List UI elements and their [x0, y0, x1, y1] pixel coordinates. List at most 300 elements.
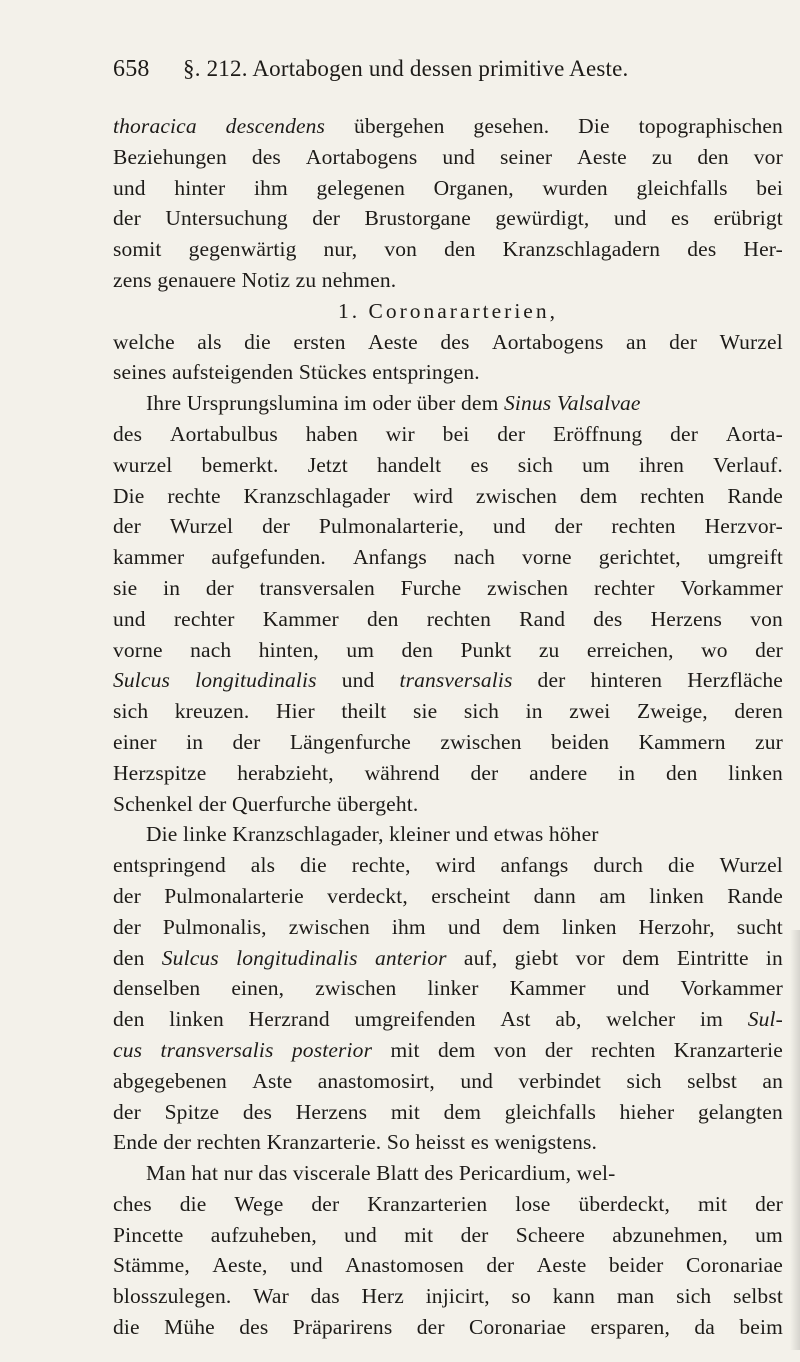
- word: Herzens: [295, 1099, 368, 1124]
- text-line: [113, 542, 783, 573]
- text-line: [113, 573, 783, 604]
- text-line: [113, 1097, 783, 1128]
- word: ihm: [253, 175, 288, 200]
- text-line: [113, 388, 783, 419]
- word: der: [537, 668, 566, 693]
- word: Aortabogens: [492, 329, 604, 354]
- word: bei: [442, 421, 470, 446]
- word: Kammern: [638, 729, 726, 754]
- word: aufgefunden.: [211, 545, 326, 570]
- word: entspringend: [113, 853, 226, 878]
- word: sucht: [736, 914, 783, 939]
- word: rechter: [593, 575, 655, 600]
- word: Pulmonalarterie,: [318, 514, 464, 539]
- word: der: [113, 883, 141, 908]
- word: der: [113, 514, 141, 539]
- word: deren: [734, 699, 783, 724]
- word: und: [344, 1222, 377, 1247]
- word: sich: [517, 452, 554, 477]
- word: nach: [190, 637, 232, 662]
- body-text: [113, 111, 783, 1343]
- word: anastomosirt,: [317, 1068, 435, 1093]
- word: sich: [676, 1284, 712, 1309]
- word: Vorkammer: [680, 976, 783, 1001]
- word: in: [525, 699, 543, 724]
- word: Spitze: [164, 1099, 220, 1124]
- word: vorne: [522, 545, 572, 570]
- word: ab,: [555, 1007, 582, 1032]
- word: Beziehungen: [113, 144, 227, 169]
- word: zwischen: [475, 483, 558, 508]
- word: Mühe: [164, 1315, 215, 1340]
- text-line: [113, 1189, 783, 1220]
- word: nach: [453, 545, 496, 570]
- word: Verlauf.: [713, 452, 783, 477]
- word: topographischen: [638, 114, 783, 138]
- word: andere: [529, 760, 588, 785]
- word: um: [346, 637, 375, 662]
- word: von: [384, 237, 418, 262]
- word: und: [341, 668, 375, 693]
- word: als: [197, 329, 222, 354]
- word: von: [750, 606, 783, 631]
- word: linken: [649, 883, 704, 908]
- word: der: [205, 575, 234, 600]
- page-number: 658: [113, 56, 150, 82]
- word: der: [113, 914, 141, 939]
- word: so: [511, 1284, 531, 1309]
- word: Pulmonalarterie: [164, 883, 304, 908]
- word: gesehen.: [473, 114, 550, 138]
- word: Präparirens: [292, 1315, 393, 1340]
- text-line: [113, 357, 783, 388]
- word: aufzuheben,: [210, 1222, 317, 1247]
- text-line: [113, 696, 783, 727]
- word: in: [618, 760, 636, 785]
- word: welcher: [606, 1007, 676, 1032]
- word: Herzohr,: [638, 914, 715, 939]
- text-line: [113, 727, 783, 758]
- word: zu: [538, 637, 560, 662]
- word: Wurzel: [719, 329, 783, 354]
- text-line: [113, 203, 783, 234]
- word: Furche: [400, 575, 462, 600]
- word: welche: [113, 329, 175, 354]
- word: Rand: [519, 606, 566, 631]
- word: War: [253, 1284, 289, 1309]
- word: transversalen: [259, 575, 375, 600]
- word: die: [300, 853, 327, 878]
- word: Pulmonalis,: [162, 914, 267, 939]
- text-line: [113, 604, 783, 635]
- word: der: [669, 329, 698, 354]
- text-segment: Ende der rechten Kranzarterie. So heisst es wenigstens.: [113, 1130, 598, 1155]
- word: der: [486, 1253, 515, 1278]
- word: gleichfalls: [636, 175, 728, 200]
- word: wird: [413, 483, 454, 508]
- running-head: §. 212. Aortabogen und dessen primitive Aeste.: [183, 56, 629, 81]
- word: mit: [390, 1037, 420, 1062]
- word: rechten: [611, 514, 676, 539]
- word: Hier: [275, 699, 315, 724]
- italic-word: Sul-: [747, 1007, 783, 1032]
- word: erscheint: [431, 883, 511, 908]
- word: seiner: [499, 144, 553, 169]
- word: einer: [113, 729, 157, 754]
- word: und: [447, 914, 481, 939]
- word: Aorta-: [725, 421, 783, 446]
- word: zwischen: [440, 729, 522, 754]
- word: umgreift: [707, 545, 783, 570]
- word: es: [470, 452, 489, 477]
- text-line: [113, 419, 783, 450]
- word: gegenwärtig: [188, 237, 297, 262]
- word: die: [113, 1315, 140, 1340]
- word: Jetzt: [307, 452, 348, 477]
- word: linker: [427, 976, 479, 1001]
- italic-word: Sulcus: [113, 668, 171, 693]
- word: an: [626, 329, 647, 354]
- word: die: [667, 853, 695, 878]
- word: gleichfalls: [504, 1099, 596, 1124]
- word: abgegebenen: [113, 1068, 227, 1093]
- word: der: [113, 206, 141, 231]
- word: Kranzarterie: [673, 1037, 783, 1062]
- text-segment: Man hat nur das viscerale Blatt des Pericardium, wel-: [146, 1161, 616, 1186]
- word: Aste: [252, 1068, 293, 1093]
- italic-word: transversalis: [399, 668, 513, 693]
- text-line: [113, 758, 783, 789]
- text-line: [113, 265, 783, 296]
- word: verbindet: [518, 1068, 602, 1093]
- word: im: [700, 1007, 723, 1032]
- word: mit: [698, 1191, 728, 1216]
- word: dann: [533, 883, 576, 908]
- word: der: [416, 1315, 445, 1340]
- word: um: [582, 452, 610, 477]
- word: Wurzel: [169, 514, 234, 539]
- word: haben: [305, 421, 358, 446]
- word: rechte,: [351, 853, 411, 878]
- word: Aortabulbus: [169, 421, 278, 446]
- word: Her-: [743, 237, 783, 262]
- word: den: [444, 237, 476, 262]
- word: der: [312, 206, 341, 231]
- word: mit: [404, 1222, 434, 1247]
- word: sich: [626, 1068, 662, 1093]
- word: erübrigt: [713, 206, 783, 231]
- word: verdeckt,: [327, 883, 408, 908]
- word: man: [616, 1284, 655, 1309]
- word: von: [493, 1037, 527, 1062]
- word: rechte: [167, 483, 221, 508]
- word: zwischen: [288, 914, 370, 939]
- text-line: [113, 327, 783, 358]
- word: Anastomosen: [345, 1253, 464, 1278]
- word: und: [616, 976, 650, 1001]
- word: lose: [515, 1191, 551, 1216]
- word: wurzel: [113, 452, 173, 477]
- word: Aeste: [536, 1253, 587, 1278]
- word: abzunehmen,: [612, 1222, 728, 1247]
- word: somit: [113, 237, 162, 262]
- word: theilt: [341, 699, 387, 724]
- word: und: [460, 1068, 494, 1093]
- word: durch: [593, 853, 644, 878]
- text-line: [113, 1220, 783, 1251]
- word: den: [697, 144, 729, 169]
- word: anfangs: [500, 853, 569, 878]
- word: Kranzarterien: [367, 1191, 488, 1216]
- italic-word: anterior: [374, 945, 447, 970]
- word: Eröffnung: [552, 421, 643, 446]
- italic-word: thoracica: [113, 114, 197, 138]
- italic-word: Sulcus: [161, 945, 219, 970]
- text-segment: zens genauere Notiz zu nehmen.: [113, 267, 397, 292]
- word: als: [250, 853, 276, 878]
- word: Rande: [727, 883, 783, 908]
- text-line: [113, 234, 783, 265]
- word: bei: [756, 175, 783, 200]
- word: einen,: [231, 976, 285, 1001]
- italic-word: longitudinalis: [195, 668, 317, 693]
- word: erreichen,: [586, 637, 674, 662]
- text-line: [113, 1158, 783, 1189]
- word: zwischen: [487, 575, 569, 600]
- word: gewürdigt,: [495, 206, 590, 231]
- text-segment: 1. Coronararterien,: [338, 298, 558, 323]
- word: Eintritte: [676, 945, 749, 970]
- word: ihren: [639, 452, 684, 477]
- word: selbst: [733, 1284, 783, 1309]
- word: beim: [739, 1315, 783, 1340]
- word: auf,: [463, 945, 498, 970]
- word: Organen,: [433, 175, 514, 200]
- word: der: [262, 514, 290, 539]
- word: zu: [651, 144, 673, 169]
- word: hinten,: [258, 637, 319, 662]
- text-line: [113, 635, 783, 666]
- word: gerichtet,: [598, 545, 681, 570]
- word: der: [544, 1037, 573, 1062]
- italic-word: posterior: [291, 1037, 373, 1062]
- word: des: [239, 1315, 269, 1340]
- word: das: [310, 1284, 340, 1309]
- word: Stämme,: [113, 1253, 190, 1278]
- word: dem: [579, 483, 618, 508]
- word: dem: [502, 914, 540, 939]
- page-edge-shadow: [790, 930, 800, 1350]
- word: die: [179, 1191, 207, 1216]
- word: ches: [113, 1191, 152, 1216]
- word: und: [113, 175, 146, 200]
- word: vor: [575, 945, 605, 970]
- word: rechten: [640, 483, 705, 508]
- word: ersten: [293, 329, 346, 354]
- word: selbst: [687, 1068, 737, 1093]
- word: rechter: [173, 606, 235, 631]
- italic-term: Sinus Valsalvae: [503, 391, 641, 416]
- word: wir: [385, 421, 415, 446]
- word: Aeste,: [212, 1253, 268, 1278]
- text-line: [113, 881, 783, 912]
- word: der: [497, 421, 526, 446]
- word: um: [755, 1222, 783, 1247]
- word: Coronariae: [685, 1253, 783, 1278]
- text-line: [113, 1250, 783, 1281]
- word: Kammer: [262, 606, 339, 631]
- word: zwei: [569, 699, 611, 724]
- italic-word: transversalis: [160, 1037, 274, 1062]
- word: am: [599, 883, 626, 908]
- text-line: [113, 665, 783, 696]
- word: und: [442, 144, 476, 169]
- text-line: [113, 1312, 783, 1343]
- text-segment: Die linke Kranzschlagader, kleiner und etwas höher: [146, 822, 599, 847]
- word: der: [113, 1099, 141, 1124]
- word: dem: [443, 1099, 482, 1124]
- word: des: [687, 237, 717, 262]
- word: Herz: [361, 1284, 404, 1309]
- word: gelegenen: [316, 175, 405, 200]
- word: gelangten: [697, 1099, 783, 1124]
- text-line: [113, 1281, 783, 1312]
- word: Scheere: [515, 1222, 585, 1247]
- word: der: [554, 514, 583, 539]
- word: sich: [113, 699, 149, 724]
- word: und: [113, 606, 146, 631]
- word: mit: [390, 1099, 420, 1124]
- word: Coronariae: [469, 1315, 567, 1340]
- word: den: [113, 945, 145, 970]
- word: Herzfläche: [687, 668, 783, 693]
- word: des: [440, 329, 470, 354]
- word: Längenfurche: [289, 729, 412, 754]
- word: Kammer: [509, 976, 586, 1001]
- word: zur: [755, 729, 783, 754]
- word: Aeste: [577, 144, 627, 169]
- text-line: [113, 1066, 783, 1097]
- word: dem: [622, 945, 660, 970]
- word: vor: [753, 144, 783, 169]
- word: an: [762, 1068, 783, 1093]
- word: nur,: [323, 237, 358, 262]
- text-line: [113, 142, 783, 173]
- word: blosszulegen.: [113, 1284, 232, 1309]
- section-heading: [113, 296, 783, 327]
- word: herabzieht,: [237, 760, 334, 785]
- word: dem: [437, 1037, 476, 1062]
- italic-word: longitudinalis: [236, 945, 358, 970]
- word: giebt: [514, 945, 559, 970]
- word: kreuzen.: [174, 699, 250, 724]
- word: wurden: [542, 175, 608, 200]
- word: beiden: [551, 729, 610, 754]
- word: ersparen,: [590, 1315, 670, 1340]
- word: Rande: [727, 483, 783, 508]
- word: sie: [113, 575, 138, 600]
- word: wo: [701, 637, 728, 662]
- word: es: [670, 206, 690, 231]
- text-line: [113, 1127, 783, 1158]
- word: linken: [561, 914, 617, 939]
- word: den: [401, 637, 434, 662]
- word: und: [492, 514, 526, 539]
- word: linken: [728, 760, 783, 785]
- text-segment: Schenkel der Querfurche übergeht.: [113, 791, 419, 816]
- italic-word: descendens: [225, 114, 326, 138]
- text-segment: Ihre Ursprungslumina im oder über dem: [146, 391, 504, 416]
- word: der: [460, 1222, 489, 1247]
- word: Aortabogens: [305, 144, 418, 169]
- word: Herzrand: [248, 1007, 330, 1032]
- word: kann: [552, 1284, 596, 1309]
- word: Brustorgane: [364, 206, 471, 231]
- word: Kranzschlagader: [243, 483, 391, 508]
- text-line: [113, 943, 783, 974]
- word: vorne: [113, 637, 163, 662]
- text-line: [113, 973, 783, 1004]
- word: linken: [169, 1007, 224, 1032]
- word: des: [593, 606, 623, 631]
- word: rechten: [426, 606, 491, 631]
- word: hinter: [174, 175, 226, 200]
- word: Punkt: [460, 637, 512, 662]
- word: Zweige,: [636, 699, 708, 724]
- word: den: [665, 760, 698, 785]
- word: während: [364, 760, 440, 785]
- word: Aeste: [368, 329, 418, 354]
- text-line: [113, 850, 783, 881]
- word: sich: [463, 699, 500, 724]
- italic-word: cus: [113, 1037, 143, 1062]
- text-line: [113, 450, 783, 481]
- text-line: [113, 511, 783, 542]
- text-line: [113, 173, 783, 204]
- word: Die: [578, 114, 610, 138]
- word: hinteren: [590, 668, 663, 693]
- word: in: [765, 945, 783, 970]
- text-line: [113, 111, 783, 142]
- word: da: [694, 1315, 715, 1340]
- word: der: [670, 421, 699, 446]
- word: des: [242, 1099, 273, 1124]
- text-line: [113, 819, 783, 850]
- word: in: [163, 575, 181, 600]
- word: rechten: [591, 1037, 656, 1062]
- word: in: [186, 729, 204, 754]
- word: handelt: [376, 452, 442, 477]
- word: kammer: [113, 545, 185, 570]
- text-line: [113, 1035, 783, 1066]
- word: bemerkt.: [201, 452, 279, 477]
- word: beider: [608, 1253, 664, 1278]
- word: übergehen: [354, 114, 445, 138]
- word: und: [290, 1253, 323, 1278]
- word: denselben: [113, 976, 201, 1001]
- word: Die: [113, 483, 145, 508]
- word: der: [232, 729, 261, 754]
- word: ihm: [391, 914, 426, 939]
- text-line: [113, 789, 783, 820]
- word: der: [470, 760, 499, 785]
- word: umgreifenden: [354, 1007, 476, 1032]
- word: den: [367, 606, 399, 631]
- word: Wege: [234, 1191, 284, 1216]
- word: injicirt,: [425, 1284, 490, 1309]
- word: der: [755, 637, 783, 662]
- word: überdeckt,: [578, 1191, 671, 1216]
